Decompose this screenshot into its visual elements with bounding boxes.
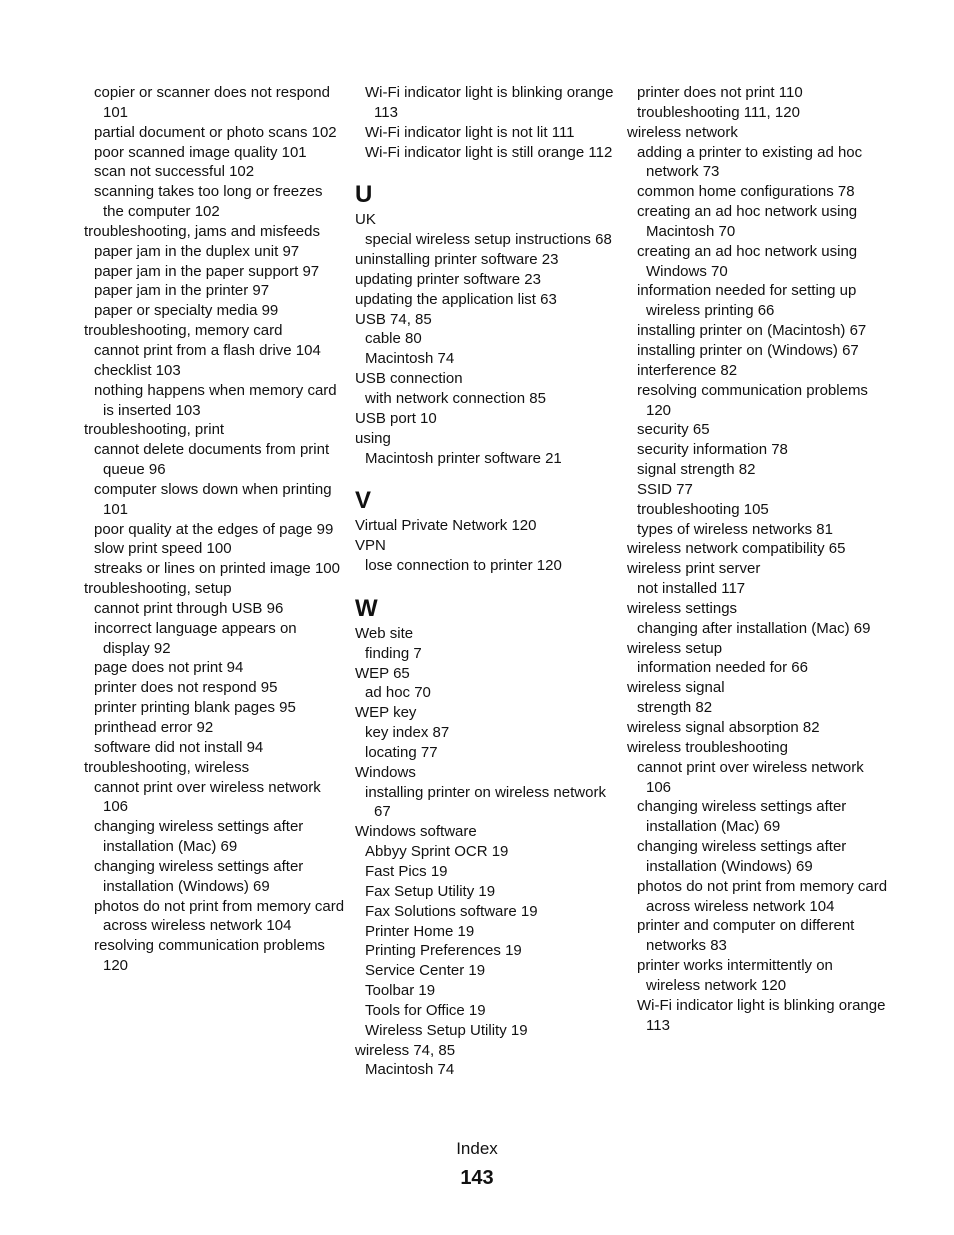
index-entry: troubleshooting, memory card (84, 322, 283, 340)
index-entry: wireless network (627, 123, 738, 141)
index-subentry: Tools for Office 19 (365, 1001, 486, 1019)
index-subentry: installing printer on wireless network 67 (365, 783, 606, 821)
index-subentry: cannot print from a flash drive 104 (94, 341, 321, 359)
index-entry: wireless signal absorption 82 (627, 719, 820, 736)
index-subentry: Service Center 19 (365, 962, 486, 980)
index-subentry: Macintosh printer software 21 (365, 449, 562, 467)
index-subentry: cannot print over wireless network 106 (94, 778, 321, 816)
index-entry: updating the application list 63 (355, 290, 557, 308)
index-subentry: types of wireless networks 81 (637, 520, 833, 538)
index-subentry: paper jam in the duplex unit 97 (94, 242, 300, 260)
index-subentry: cannot print through USB 96 (94, 599, 284, 617)
index-subentry: copier or scanner does not respond 101 (94, 84, 330, 121)
index-entry: wireless signal (627, 679, 725, 697)
index-entry: troubleshooting, wireless (84, 758, 250, 776)
index-entry: wireless 74, 85 (355, 1041, 456, 1059)
index-subentry: Fax Solutions software 19 (365, 902, 538, 920)
index-subentry: finding 7 (365, 644, 422, 662)
index-subentry: poor scanned image quality 101 (94, 143, 307, 161)
index-subentry: installing printer on (Macintosh) 67 (637, 322, 867, 340)
index-subentry: nothing happens when memory card is inserted 103 (94, 381, 337, 419)
index-subentry: Wi-Fi indicator light is blinking orange 113 (365, 84, 614, 121)
index-subentry: Wi-Fi indicator light is blinking orange 113 (637, 996, 886, 1034)
page-number: 143 (460, 1167, 494, 1189)
index-subentry: Printer Home 19 (365, 922, 475, 940)
index-subentry: photos do not print from memory card across wireless network 104 (637, 877, 888, 915)
index-subentry: paper or specialty media 99 (94, 302, 279, 320)
index-subentry: computer slows down when printing 101 (94, 480, 332, 518)
index-entry: wireless troubleshooting (627, 738, 788, 756)
index-entry: updating printer software 23 (355, 270, 541, 288)
index-entry: WEP 65 (355, 664, 410, 682)
index-subentry: slow print speed 100 (94, 540, 232, 558)
index-subentry: partial document or photo scans 102 (94, 123, 337, 141)
index-column-3 (627, 83, 889, 1036)
index-subentry: special wireless setup instructions 68 (365, 231, 612, 249)
index-subentry: cannot print over wireless network 106 (637, 758, 864, 796)
index-subentry: printer and computer on different networks 83 (637, 917, 855, 955)
index-entry: Windows software (355, 823, 477, 841)
index-subentry: photos do not print from memory card across wireless network 104 (94, 897, 345, 935)
index-subentry: SSID 77 (637, 480, 693, 498)
index-entry: wireless settings (627, 599, 738, 617)
index-entry: Windows (355, 763, 416, 781)
index-subentry: information needed for 66 (637, 659, 808, 677)
index-subentry: poor quality at the edges of page 99 (94, 520, 334, 538)
index-entry: troubleshooting, setup (84, 580, 232, 598)
index-subentry: page does not print 94 (94, 659, 244, 677)
index-subentry: security 65 (637, 421, 710, 439)
index-subentry: paper jam in the printer 97 (94, 282, 270, 300)
index-subentry: checklist 103 (94, 361, 181, 379)
index-entry: troubleshooting, print (84, 421, 225, 439)
index-subentry: scanning takes too long or freezes the computer 102 (94, 183, 323, 221)
index-subentry: information needed for setting up wireless printing 66 (637, 282, 857, 320)
index-subentry: not installed 117 (637, 580, 746, 598)
index-subentry: paper jam in the paper support 97 (94, 262, 320, 280)
section-letter-heading: V (355, 487, 372, 515)
index-subentry: printer printing blank pages 95 (94, 699, 296, 717)
index-subentry: Wireless Setup Utility 19 (365, 1021, 528, 1039)
index-subentry: signal strength 82 (637, 461, 756, 479)
index-subentry: interference 82 (637, 361, 738, 379)
index-column-2 (355, 83, 617, 1080)
index-subentry: changing after installation (Mac) 69 (637, 619, 871, 637)
index-subentry: troubleshooting 105 (637, 500, 769, 518)
index-entry: WEP key (355, 704, 417, 722)
index-subentry: creating an ad hoc network using Windows 70 (637, 242, 858, 280)
index-entry: using (355, 429, 391, 447)
index-column-1 (84, 83, 346, 976)
index-subentry: Fax Setup Utility 19 (365, 882, 496, 900)
footer-section-label: Index (456, 1139, 498, 1158)
index-subentry: ad hoc 70 (365, 684, 431, 702)
index-entry: wireless print server (627, 560, 761, 578)
index-subentry: locating 77 (365, 743, 438, 761)
index-subentry: incorrect language appears on display 92 (94, 619, 297, 657)
index-subentry: lose connection to printer 120 (365, 557, 562, 575)
index-subentry: creating an ad hoc network using Macintosh 70 (637, 203, 858, 240)
index-entry: troubleshooting, jams and misfeeds (84, 222, 320, 240)
index-subentry: changing wireless settings after installation (Windows) 69 (94, 857, 304, 895)
index-subentry: Wi-Fi indicator light is still orange 112 (365, 143, 613, 161)
index-subentry: cannot delete documents from print queue 96 (94, 441, 330, 479)
index-subentry: Macintosh 74 (365, 350, 455, 368)
index-subentry: cable 80 (365, 330, 422, 348)
index-subentry: changing wireless settings after installation (Mac) 69 (94, 818, 304, 856)
index-subentry: scan not successful 102 (94, 163, 255, 181)
index-entry: USB 74, 85 (355, 310, 432, 328)
index-subentry: software did not install 94 (94, 738, 264, 756)
index-entry: wireless setup (627, 639, 723, 657)
index-subentry: resolving communication problems 120 (94, 937, 325, 975)
index-subentry: changing wireless settings after installation (Mac) 69 (637, 798, 847, 836)
index-subentry: common home configurations 78 (637, 183, 855, 201)
index-subentry: printer does not respond 95 (94, 679, 278, 697)
index-entry: UK (355, 211, 376, 229)
index-subentry: security information 78 (637, 441, 788, 459)
index-subentry: printer does not print 110 (637, 84, 803, 101)
index-subentry: Printing Preferences 19 (365, 942, 522, 960)
index-subentry: Wi-Fi indicator light is not lit 111 (365, 123, 575, 141)
index-entry: Web site (355, 624, 414, 642)
index-subentry: strength 82 (637, 699, 713, 717)
index-subentry: adding a printer to existing ad hoc network 73 (637, 143, 863, 181)
index-entry: VPN (355, 537, 386, 555)
index-subentry: installing printer on (Windows) 67 (637, 341, 859, 359)
index-subentry: with network connection 85 (365, 389, 546, 407)
index-subentry: resolving communication problems 120 (637, 381, 868, 419)
index-entry: wireless network compatibility 65 (627, 540, 846, 558)
index-subentry: streaks or lines on printed image 100 (94, 560, 340, 578)
index-subentry: changing wireless settings after installation (Windows) 69 (637, 838, 847, 875)
index-entry: Virtual Private Network 120 (355, 517, 537, 535)
index-subentry: key index 87 (365, 724, 450, 742)
section-letter-heading: U (355, 181, 373, 209)
index-subentry: printhead error 92 (94, 719, 214, 736)
index-entry: uninstalling printer software 23 (355, 251, 559, 269)
index-subentry: Toolbar 19 (365, 982, 436, 1000)
index-subentry: printer works intermittently on wireless network 120 (637, 957, 833, 994)
index-entry: USB port 10 (355, 409, 437, 427)
index-subentry: Macintosh 74 (365, 1061, 455, 1079)
index-entry: USB connection (355, 370, 463, 388)
index-subentry: Abbyy Sprint OCR 19 (365, 843, 509, 861)
index-subentry: Fast Pics 19 (365, 863, 448, 880)
section-letter-heading: W (355, 594, 378, 622)
index-subentry: troubleshooting 111, 120 (637, 103, 800, 121)
